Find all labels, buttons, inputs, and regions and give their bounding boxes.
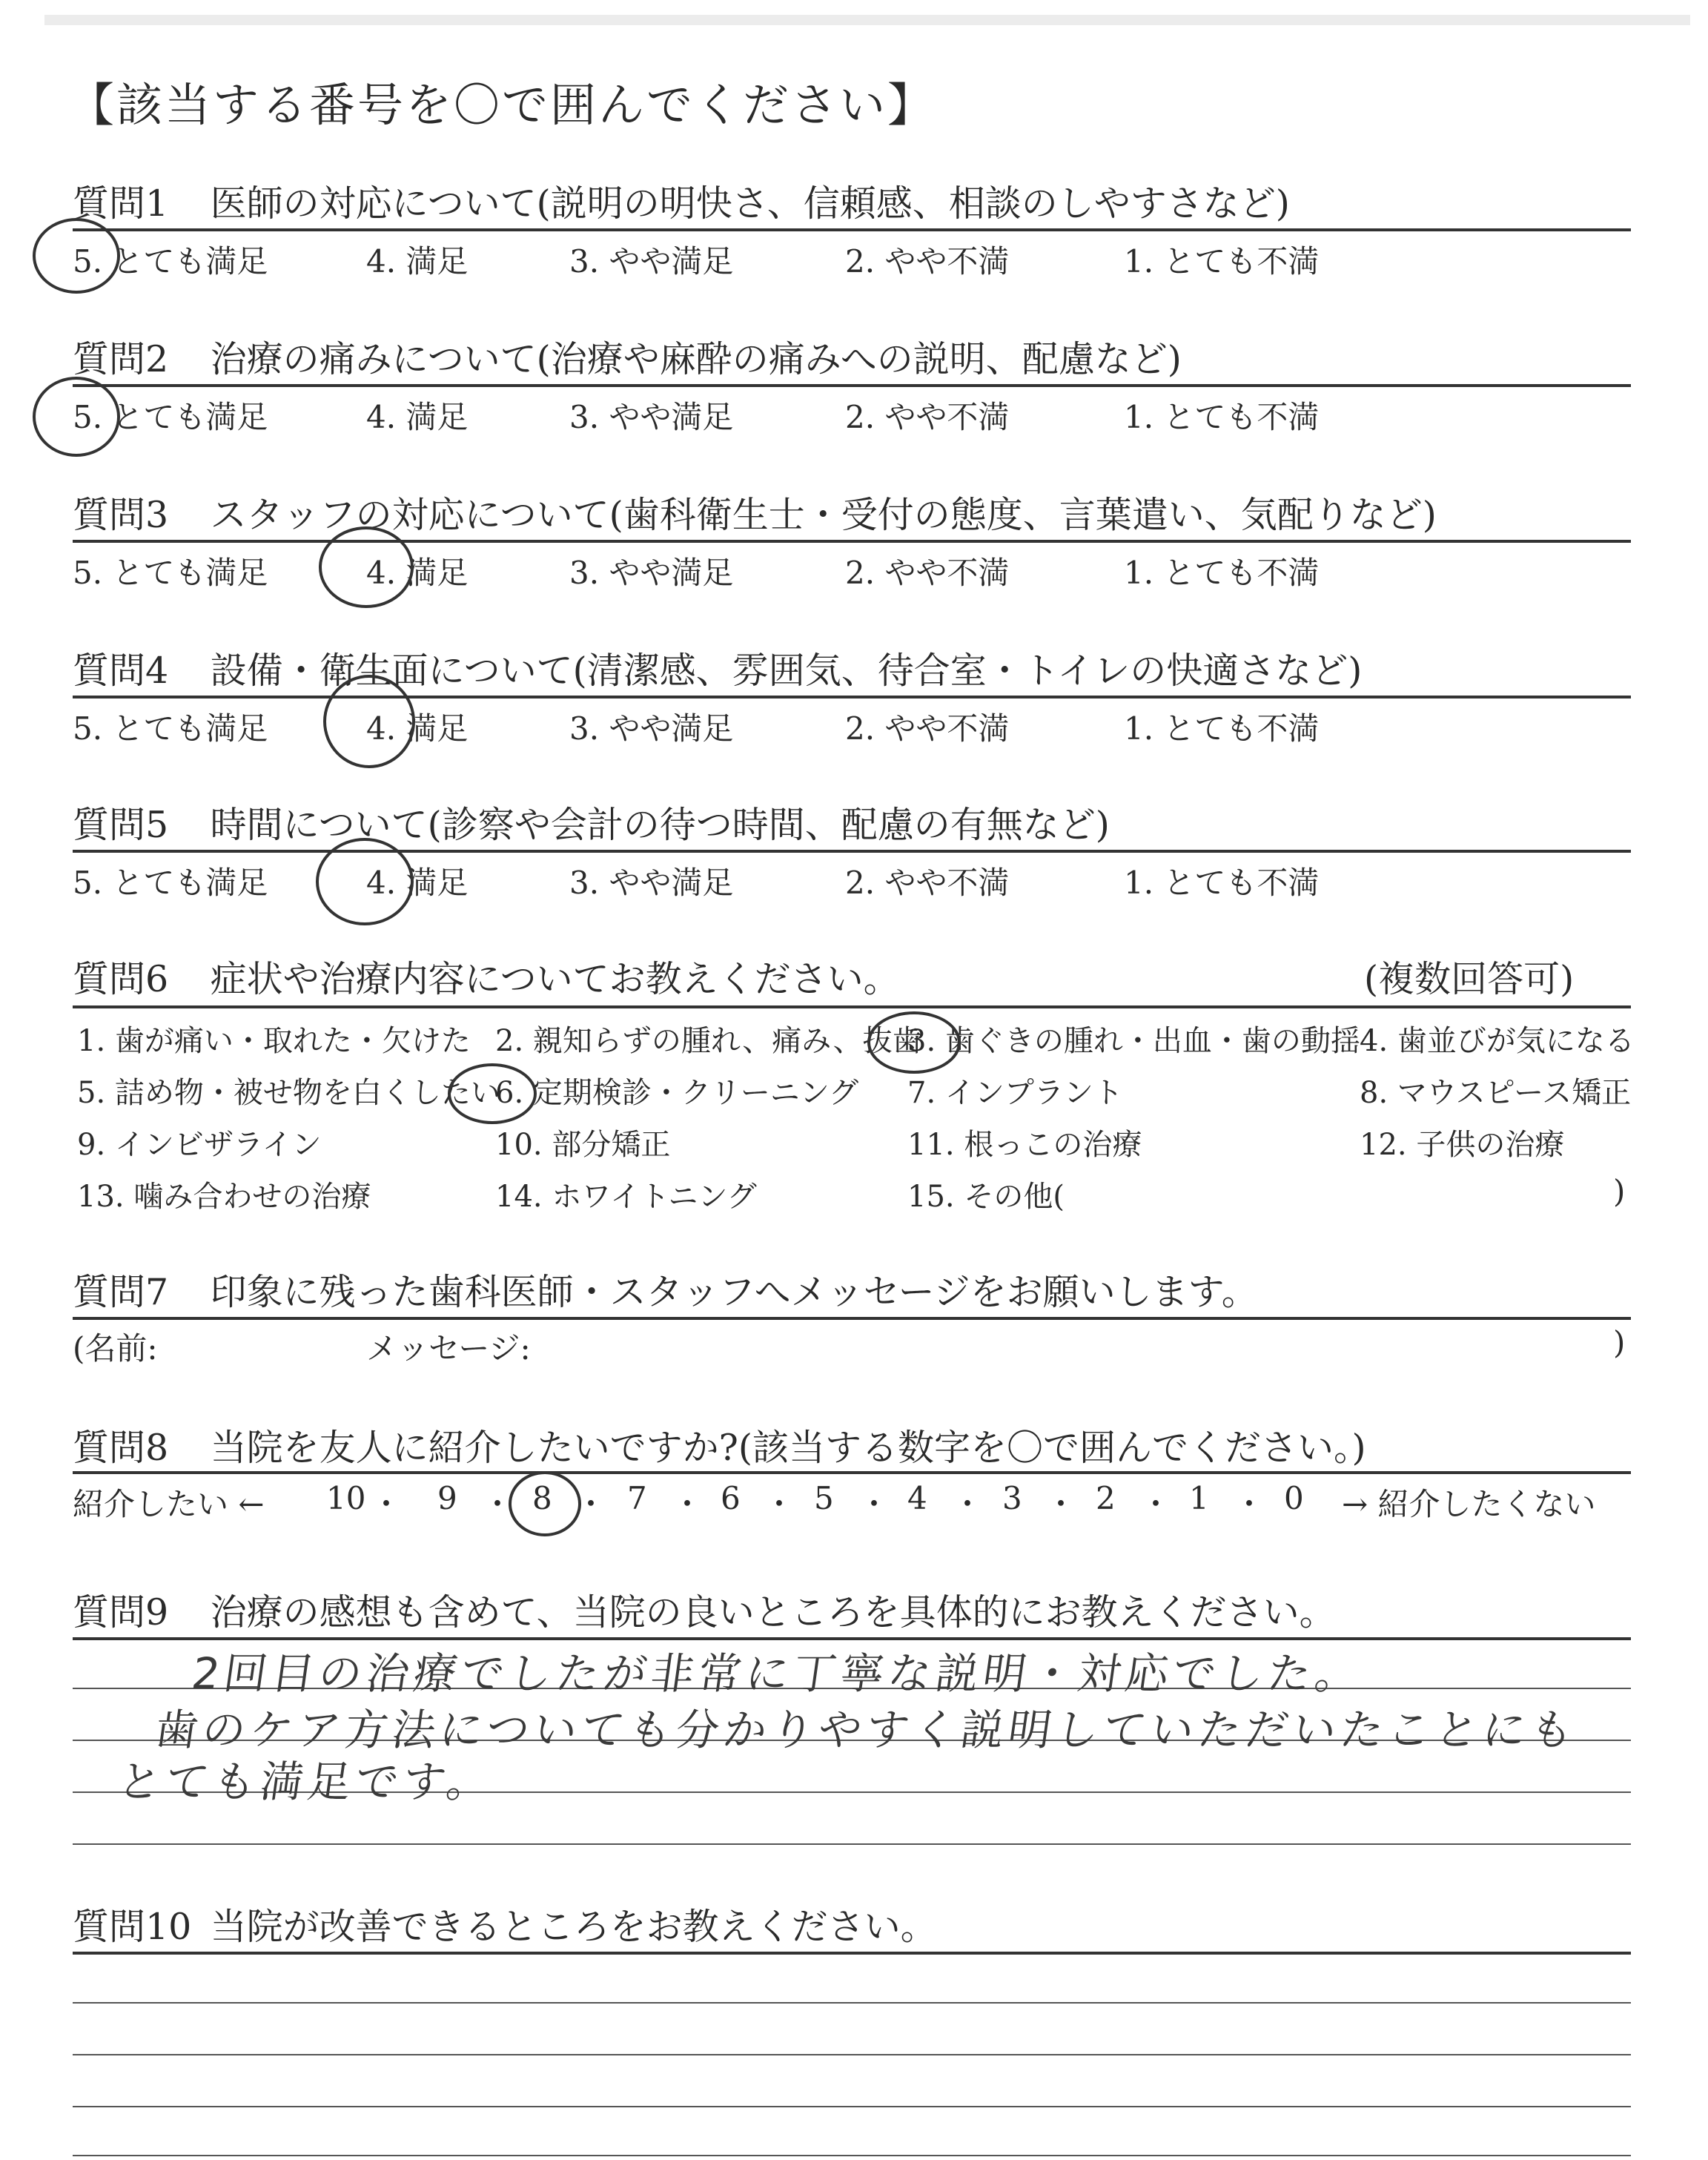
q2-option-5[interactable]: 5. とても満足 (73, 399, 268, 435)
q8-selection-circle (509, 1471, 581, 1536)
question-2 (73, 331, 1182, 383)
question-number: 質問5 (73, 804, 169, 846)
q4-option-2[interactable]: 2. やや不満 (845, 710, 1010, 747)
q6-selection-circle-6 (448, 1063, 537, 1124)
q5-option-2[interactable]: 2. やや不満 (845, 865, 1010, 901)
question-text: 治療の痛みについて(治療や麻酔の痛みへの説明、配慮など) (210, 338, 1182, 380)
question-number: 質問2 (73, 338, 169, 380)
scale-dot: ・ (1045, 1486, 1077, 1522)
scale-dot: ・ (764, 1486, 795, 1522)
scale-1[interactable]: 1 (1189, 1480, 1209, 1516)
q1-option-5[interactable]: 5. とても満足 (73, 243, 268, 280)
scale-dot: ・ (1140, 1486, 1172, 1522)
q7-close-paren: ) (1613, 1324, 1626, 1361)
question-7 (73, 1264, 1258, 1315)
scale-dot: ・ (952, 1486, 984, 1522)
q6-selection-circle-3 (867, 1011, 961, 1074)
question-4-rule (73, 696, 1631, 698)
q4-option-1[interactable]: 1. とても不満 (1124, 710, 1320, 747)
question-5 (73, 796, 1110, 848)
q6-item-3[interactable]: 3. 歯ぐきの腫れ・出血・歯の動揺 (907, 1024, 1360, 1058)
question-text: 当院を友人に紹介したいですか?(該当する数字を〇で囲んでください。) (210, 1427, 1366, 1469)
answer-line (73, 2054, 1631, 2055)
q6-item-15[interactable]: 15. その他( (907, 1180, 1065, 1214)
question-number: 質問7 (73, 1271, 169, 1313)
q1-option-3[interactable]: 3. やや満足 (569, 243, 734, 280)
q4-option-4[interactable]: 4. 満足 (366, 710, 469, 747)
scale-dot: ・ (672, 1486, 704, 1522)
q6-item-2[interactable]: 2. 親知らずの腫れ、痛み、抜歯 (495, 1024, 922, 1058)
question-5-rule (73, 850, 1631, 853)
question-6-rule (73, 1005, 1631, 1008)
scale-2[interactable]: 2 (1096, 1480, 1116, 1516)
scale-dot: ・ (1234, 1486, 1265, 1522)
message-label: メッセージ: (366, 1330, 531, 1367)
question-text: 印象に残った歯科医師・スタッフへメッセージをお願いします。 (210, 1271, 1258, 1313)
q3-option-1[interactable]: 1. とても不満 (1124, 555, 1320, 591)
question-9 (73, 1584, 1336, 1636)
scale-3[interactable]: 3 (1002, 1480, 1022, 1516)
recommend-left-label: 紹介したい ← (73, 1486, 265, 1522)
q3-option-3[interactable]: 3. やや満足 (569, 555, 734, 591)
handwritten-answer-line-2: 歯のケア方法についても分かりやすく説明していただいたことにも (151, 1705, 1581, 1755)
q6-item-4[interactable]: 4. 歯並びが気になる (1360, 1024, 1635, 1058)
q2-selection-circle (33, 377, 120, 457)
question-number: 質問1 (73, 182, 169, 225)
q1-option-1[interactable]: 1. とても不満 (1124, 243, 1320, 280)
answer-line (73, 2106, 1631, 2107)
q5-selection-circle (316, 838, 414, 925)
question-7-rule (73, 1317, 1631, 1320)
q3-selection-circle (319, 526, 414, 608)
q2-option-3[interactable]: 3. やや満足 (569, 399, 734, 435)
question-8 (73, 1419, 1366, 1471)
question-number: 質問8 (73, 1427, 169, 1469)
q6-item-10[interactable]: 10. 部分矯正 (495, 1128, 671, 1162)
question-number: 質問9 (73, 1591, 169, 1634)
question-text: 時間について(診察や会計の待つ時間、配慮の有無など) (210, 804, 1110, 846)
question-number: 質問10 (73, 1906, 192, 1948)
q6-item-7[interactable]: 7. インプラント (907, 1076, 1123, 1110)
scan-top-edge (44, 15, 1690, 25)
answer-line (73, 1843, 1631, 1845)
question-text: 医師の対応について(説明の明快さ、信頼感、相談のしやすさなど) (210, 182, 1290, 225)
scale-0[interactable]: 0 (1284, 1480, 1304, 1516)
q2-option-4[interactable]: 4. 満足 (366, 399, 469, 435)
question-number: 質問4 (73, 650, 169, 692)
q6-item-5[interactable]: 5. 詰め物・被せ物を白くしたい (77, 1076, 500, 1110)
q5-option-5[interactable]: 5. とても満足 (73, 865, 268, 901)
multiple-answers-note: (複数回答可) (1364, 958, 1575, 1000)
question-10-rule (73, 1952, 1631, 1955)
recommend-right-label: → 紹介したくない (1342, 1486, 1596, 1522)
scale-4[interactable]: 4 (907, 1480, 927, 1516)
question-4 (73, 642, 1362, 694)
q1-option-2[interactable]: 2. やや不満 (845, 243, 1010, 280)
q6-item-11[interactable]: 11. 根っこの治療 (907, 1128, 1142, 1162)
question-number: 質問6 (73, 958, 169, 1000)
q5-option-1[interactable]: 1. とても不満 (1124, 865, 1320, 901)
q2-option-1[interactable]: 1. とても不満 (1124, 399, 1320, 435)
question-10 (73, 1898, 937, 1950)
handwritten-answer-line-1: 2回目の治療でしたが非常に丁寧な説明・対応でした。 (188, 1648, 1366, 1699)
question-2-rule (73, 384, 1631, 387)
q3-option-2[interactable]: 2. やや不満 (845, 555, 1010, 591)
question-text: 設備・衛生面について(清潔感、雰囲気、待合室・トイレの快適さなど) (210, 650, 1363, 692)
q4-option-5[interactable]: 5. とても満足 (73, 710, 268, 747)
scale-dot: ・ (371, 1486, 403, 1522)
q1-option-4[interactable]: 4. 満足 (366, 243, 469, 280)
question-1 (73, 175, 1290, 227)
q6-other-close-paren: ) (1613, 1173, 1626, 1209)
question-1-rule (73, 228, 1631, 231)
scale-dot: ・ (858, 1486, 890, 1522)
question-text: 症状や治療内容についてお教えください。 (210, 958, 900, 1000)
scale-9[interactable]: 9 (437, 1480, 457, 1516)
q1-selection-circle (33, 218, 120, 294)
scale-8[interactable]: 8 (532, 1480, 552, 1516)
q3-option-4[interactable]: 4. 満足 (366, 555, 469, 591)
scale-5[interactable]: 5 (814, 1480, 834, 1516)
q6-item-8[interactable]: 8. マウスピース矯正 (1360, 1076, 1632, 1110)
q4-option-3[interactable]: 3. やや満足 (569, 710, 734, 747)
q2-option-2[interactable]: 2. やや不満 (845, 399, 1010, 435)
scale-dot: ・ (482, 1486, 514, 1522)
question-6 (73, 951, 900, 1003)
question-3 (73, 486, 1437, 538)
scale-6[interactable]: 6 (721, 1480, 741, 1516)
q6-item-13[interactable]: 13. 噛み合わせの治療 (77, 1180, 371, 1214)
q6-item-6[interactable]: 6. 定期検診・クリーニング (495, 1076, 859, 1110)
question-text: スタッフの対応について(歯科衛生士・受付の態度、言葉遣い、気配りなど) (210, 494, 1437, 536)
question-3-rule (73, 540, 1631, 543)
q5-option-3[interactable]: 3. やや満足 (569, 865, 734, 901)
form-heading: 【該当する番号を〇で囲んでください】 (68, 78, 936, 132)
handwritten-answer-line-3: とても満足です。 (114, 1757, 498, 1807)
question-text: 当院が改善できるところをお教えください。 (210, 1906, 937, 1948)
question-number: 質問3 (73, 494, 169, 536)
name-label: (名前: (73, 1330, 158, 1367)
q6-item-1[interactable]: 1. 歯が痛い・取れた・欠けた (77, 1024, 471, 1058)
scale-dot: ・ (575, 1486, 607, 1522)
q3-option-5[interactable]: 5. とても満足 (73, 555, 268, 591)
answer-line (73, 2155, 1631, 2156)
question-text: 治療の感想も含めて、当院の良いところを具体的にお教えください。 (210, 1591, 1336, 1634)
answer-line (73, 2002, 1631, 2004)
q6-item-14[interactable]: 14. ホワイトニング (495, 1180, 757, 1214)
q5-option-4[interactable]: 4. 満足 (366, 865, 469, 901)
q6-item-9[interactable]: 9. インビザライン (77, 1128, 322, 1162)
scale-7[interactable]: 7 (627, 1480, 647, 1516)
q6-item-12[interactable]: 12. 子供の治療 (1360, 1128, 1565, 1162)
scale-10[interactable]: 10 (326, 1480, 366, 1516)
q4-selection-circle (323, 675, 415, 768)
question-8-rule (73, 1471, 1631, 1474)
